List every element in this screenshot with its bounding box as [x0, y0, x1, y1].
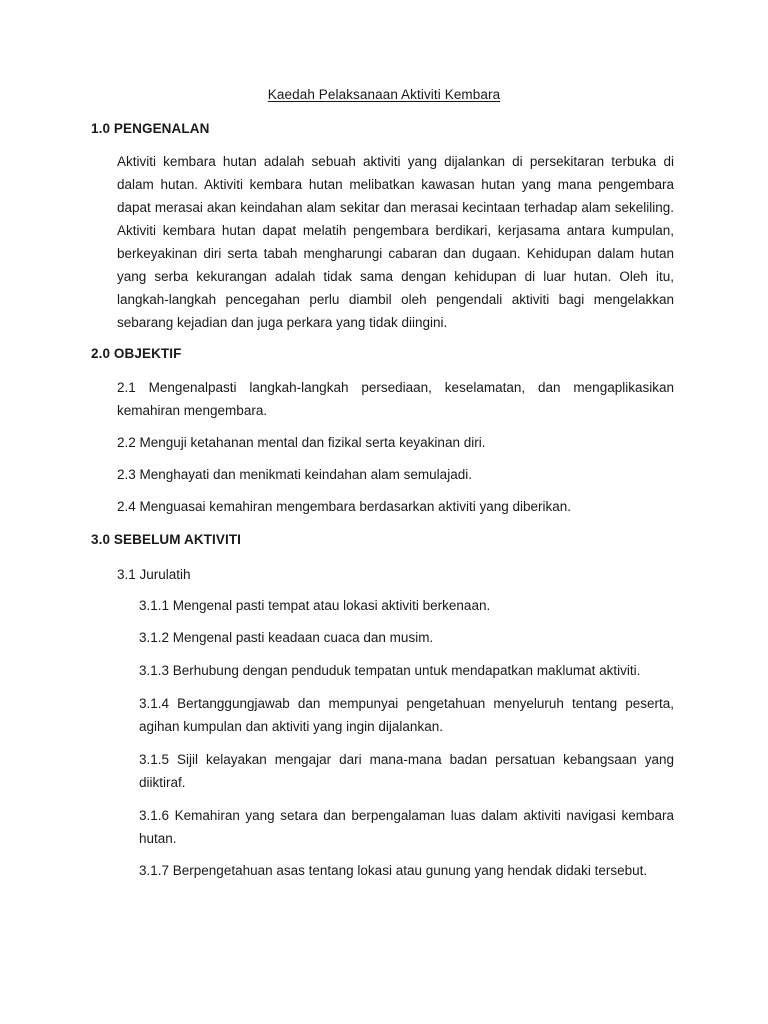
- jurulatih-item-3-1-1: 3.1.1 Mengenal pasti tempat atau lokasi aktiviti berkenaan.: [139, 598, 491, 613]
- section-heading-objektif: 2.0 OBJEKTIF: [91, 346, 182, 361]
- objektif-item-2-1: 2.1 Mengenalpasti langkah-langkah persediaan, keselamatan, dan mengaplikasikan kemahiran mengembara.: [117, 380, 674, 418]
- jurulatih-item-3-1-5: 3.1.5 Sijil kelayakan mengajar dari mana-mana badan persatuan kebangsaan yang diiktiraf.: [139, 752, 674, 790]
- section-heading-pengenalan: 1.0 PENGENALAN: [91, 121, 210, 136]
- jurulatih-item-3-1-4: 3.1.4 Bertanggungjawab dan mempunyai pengetahuan menyeluruh tentang peserta, agihan kumpulan dan aktiviti yang ingin dijalankan.: [139, 696, 674, 734]
- document-title: Kaedah Pelaksanaan Aktiviti Kembara: [267, 87, 501, 102]
- jurulatih-item-3-1-6: 3.1.6 Kemahiran yang setara dan berpengalaman luas dalam aktiviti navigasi kembara hutan.: [139, 808, 674, 846]
- objektif-item-2-2: 2.2 Menguji ketahanan mental dan fizikal serta keyakinan diri.: [117, 435, 486, 450]
- section-heading-sebelum-aktiviti: 3.0 SEBELUM AKTIVITI: [91, 532, 242, 547]
- jurulatih-item-3-1-7: 3.1.7 Berpengetahuan asas tentang lokasi atau gunung yang hendak didaki tersebut.: [139, 863, 648, 878]
- subheading-jurulatih: 3.1 Jurulatih: [117, 567, 191, 582]
- jurulatih-item-3-1-3: 3.1.3 Berhubung dengan penduduk tempatan untuk mendapatkan maklumat aktiviti.: [139, 663, 641, 678]
- objektif-item-2-4: 2.4 Menguasai kemahiran mengembara berdasarkan aktiviti yang diberikan.: [117, 499, 572, 514]
- objektif-item-2-3: 2.3 Menghayati dan menikmati keindahan alam semulajadi.: [117, 467, 472, 482]
- jurulatih-item-3-1-2: 3.1.2 Mengenal pasti keadaan cuaca dan musim.: [139, 630, 434, 645]
- pengenalan-paragraph: Aktiviti kembara hutan adalah sebuah aktiviti yang dijalankan di persekitaran terbuka di dalam hutan. Aktiviti kembara hutan melibatkan kawasan hutan yang mana pengembara dapat merasai akan keindahan alam sekitar dan merasai kecintaan terhadap alam sekeliling. Aktiviti kembara hutan dapat melatih pengembara berdikari, kerjasama antara kumpulan, berkeyakinan diri serta tabah mengharungi cabaran dan dugaan. Kehidupan dalam hutan yang serba kekurangan adalah tidak sama dengan kehidupan di luar hutan. Oleh itu, langkah-langkah pencegahan perlu diambil oleh pengendali aktiviti bagi mengelakkan sebarang kejadian dan juga perkara yang tidak diingini.: [117, 154, 674, 330]
